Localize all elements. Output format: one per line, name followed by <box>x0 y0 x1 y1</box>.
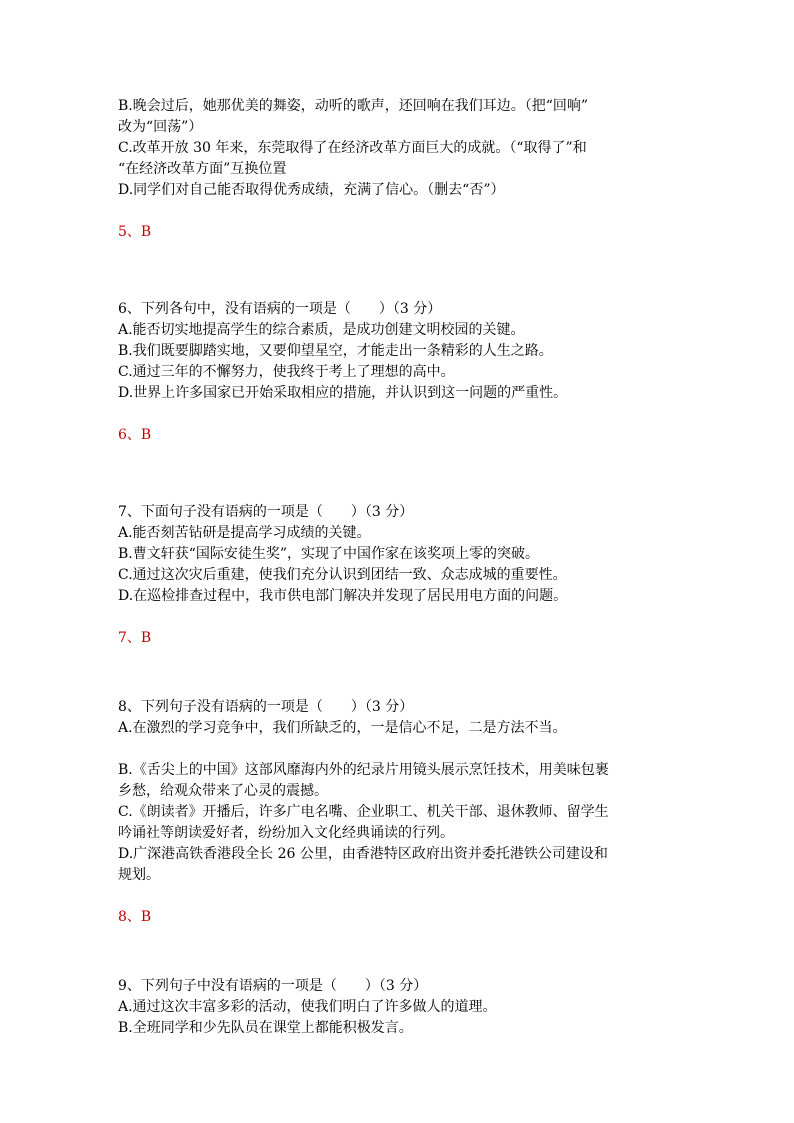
question-4-options-continued <box>118 96 688 201</box>
answer-5: 5、B <box>118 224 152 240</box>
question-9-stem: 9、下列句子中没有语病的一项是（ ）（3 分） <box>118 978 428 994</box>
document-page <box>118 96 688 1039</box>
question-6-option-a: A.能否切实地提高学生的综合素质，是成功创建文明校园的关键。 <box>118 322 525 338</box>
question-6-stem: 6、下列各句中，没有语病的一项是（ ）（3 分） <box>118 301 442 317</box>
question-8-option-c-line-1: C.《朗读者》开播后，许多广电名嘴、企业职工、机关干部、退休教师、留学生 <box>118 804 609 820</box>
question-9-option-b: B.全班同学和少先队员在课堂上都能积极发言。 <box>118 1020 413 1036</box>
question-8-stem: 8、下列句子没有语病的一项是（ ）（3 分） <box>118 699 414 715</box>
question-8-option-d-line-1: D.广深港高铁香港段全长 26 公里，由香港特区政府出资并委托港铁公司建设和 <box>118 846 608 862</box>
question-6-option-d: D.世界上许多国家已开始采取相应的措施，并认识到这一问题的严重性。 <box>118 385 568 401</box>
question-6-option-b: B.我们既要脚踏实地，又要仰望星空，才能走出一条精彩的人生之路。 <box>118 343 553 359</box>
question-7-option-d: D.在巡检排查过程中，我市供电部门解决并发现了居民用电方面的问题。 <box>118 588 568 604</box>
question-8-option-a: A.在激烈的学习竞争中，我们所缺乏的，一是信心不足，二是方法不当。 <box>118 720 567 736</box>
option-c-line-2: “在经济改革方面”互换位置 <box>118 161 287 177</box>
question-9-option-a: A.通过这次丰富多彩的活动，使我们明白了许多做人的道理。 <box>118 999 497 1015</box>
question-7-option-a: A.能否刻苦钻研是提高学习成绩的关键。 <box>118 525 371 541</box>
question-7-stem: 7、下面句子没有语病的一项是（ ）（3 分） <box>118 504 414 520</box>
answer-6: 6、B <box>118 427 152 443</box>
question-6-option-c: C.通过三年的不懈努力，使我终于考上了理想的高中。 <box>118 364 455 380</box>
answer-8: 8、B <box>118 909 152 925</box>
question-7-option-c: C.通过这次灾后重建，使我们充分认识到团结一致、众志成城的重要性。 <box>118 567 567 583</box>
option-d: D.同学们对自己能否取得优秀成绩，充满了信心。（删去“否”） <box>118 182 505 198</box>
option-b-line-1: B.晚会过后，她那优美的舞姿，动听的歌声，还回响在我们耳边。（把“回响” <box>118 98 589 114</box>
question-8-option-d-line-2: 规划。 <box>118 867 160 883</box>
option-b-line-2: 改为“回荡”） <box>118 119 203 135</box>
question-8-option-b-line-1: B.《舌尖上的中国》这部风靡海内外的纪录片用镜头展示烹饪技术，用美味包裹 <box>118 762 609 778</box>
question-6 <box>118 299 688 404</box>
question-7 <box>118 502 688 607</box>
question-9 <box>118 976 688 1039</box>
question-8-option-c-line-2: 吟诵社等朗读爱好者，纷纷加入文化经典诵读的行列。 <box>118 825 454 841</box>
question-7-option-b: B.曹文轩获“国际安徒生奖”，实现了中国作家在该奖项上零的突破。 <box>118 546 540 562</box>
question-8-option-b-line-2: 乡愁，给观众带来了心灵的震撼。 <box>118 783 328 799</box>
question-8 <box>118 697 688 886</box>
answer-7: 7、B <box>118 630 152 646</box>
option-c-line-1: C.改革开放 30 年来，东莞取得了在经济改革方面巨大的成就。（“取得了”和 <box>118 140 587 156</box>
